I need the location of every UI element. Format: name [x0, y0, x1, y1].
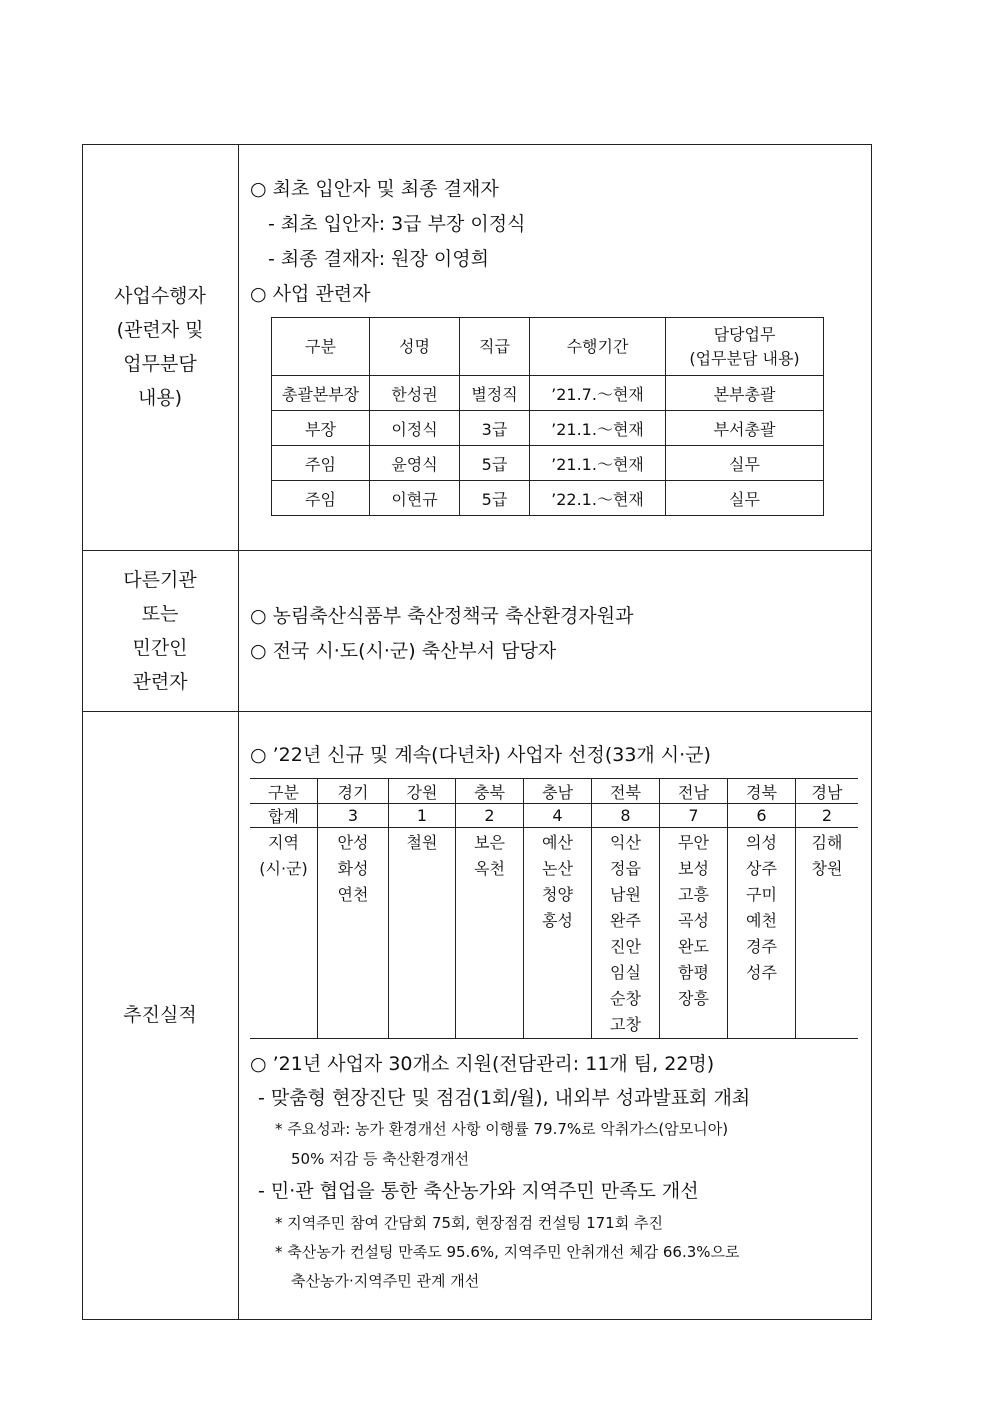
region-sum-row: 합계 3 1 2 4 8 7 6 2	[250, 804, 858, 828]
table-row: 주임 윤영식 5급 ’21.1.～현재 실무	[272, 446, 824, 481]
table-row: 부장 이정식 3급 ’21.1.～현재 부서총괄	[272, 411, 824, 446]
selection-heading: ○ ’22년 신규 및 계속(다년차) 사업자 선정(33개 시·군)	[250, 744, 711, 766]
note-outcome: * 주요성과: 농가 환경개선 사항 이행률 79.7%로 악취가스(암모니아)	[275, 1120, 729, 1138]
region-cell: 의성 상주 구미 예천 경주 성주	[728, 828, 796, 1039]
note-satisfaction-cont: 축산농가·지역주민 관계 개선	[291, 1272, 480, 1290]
staff-table	[271, 317, 824, 516]
table-row: 주임 이현규 5급 ’22.1.～현재 실무	[272, 481, 824, 516]
region-label-cell: 지역 (시·군)	[250, 828, 318, 1039]
header-cell: 성명	[370, 318, 460, 376]
results-label: 추진실적	[123, 1004, 197, 1026]
diagnosis-line: - 맞춤형 현장진단 및 점검(1회/월), 내외부 성과발표회 개최	[258, 1087, 751, 1109]
executor-label: 사업수행자 (관련자 및 업무분담 내용)	[114, 285, 206, 409]
header-cell: 수행기간	[530, 318, 666, 376]
cooperation-line: - 민·관 협업을 통한 축산농가와 지역주민 만족도 개선	[258, 1180, 699, 1202]
note-outcome-cont: 50% 저감 등 축산환경개선	[291, 1150, 470, 1168]
staff-table-header	[272, 318, 824, 376]
region-cell: 안성 화성 연천	[318, 828, 389, 1039]
drafter-line: - 최초 입안자: 3급 부장 이정식	[268, 213, 526, 235]
region-cell: 익산 정읍 남원 완주 진안 임실 순창 고창	[592, 828, 660, 1039]
local-gov-line: ○ 전국 시·도(시·군) 축산부서 담당자	[250, 640, 557, 662]
region-table-header: 구분 경기 강원 충북 충남 전북 전남 경북 경남	[250, 779, 858, 804]
region-cell: 보은 옥천	[456, 828, 524, 1039]
ministry-line: ○ 농림축산식품부 축산정책국 축산환경자원과	[250, 605, 634, 627]
related-persons-heading: ○ 사업 관련자	[250, 283, 371, 305]
header-cell: 직급	[460, 318, 530, 376]
region-table	[250, 778, 858, 1039]
region-cell: 무안 보성 고흥 곡성 완도 함평 장흥	[660, 828, 728, 1039]
note-satisfaction: * 축산농가 컨설팅 만족도 95.6%, 지역주민 안취개선 체감 66.3%으로	[275, 1243, 740, 1261]
region-cell: 철원	[389, 828, 456, 1039]
region-cell: 예산 논산 청양 홍성	[524, 828, 592, 1039]
header-cell: 구분	[272, 318, 370, 376]
header-cell: 담당업무 (업무분담 내용)	[666, 318, 824, 376]
drafter-approver-heading: ○ 최초 입안자 및 최종 결재자	[250, 178, 499, 200]
region-cell: 김해 창원	[796, 828, 859, 1039]
note-meetings: * 지역주민 참여 간담회 75회, 현장점검 컨설팅 171회 추진	[275, 1214, 663, 1232]
row-divider	[82, 711, 872, 712]
support-heading: ○ ’21년 사업자 30개소 지원(전담관리: 11개 팀, 22명)	[250, 1053, 715, 1075]
region-list-row	[250, 828, 858, 1039]
row-divider	[82, 550, 872, 551]
others-label: 다른기관 또는 민간인 관련자	[123, 569, 197, 693]
table-row: 총괄본부장 한성권 별정직 ’21.7.～현재 본부총괄	[272, 376, 824, 411]
approver-line: - 최종 결재자: 원장 이영희	[268, 248, 489, 270]
column-divider	[238, 144, 239, 1320]
